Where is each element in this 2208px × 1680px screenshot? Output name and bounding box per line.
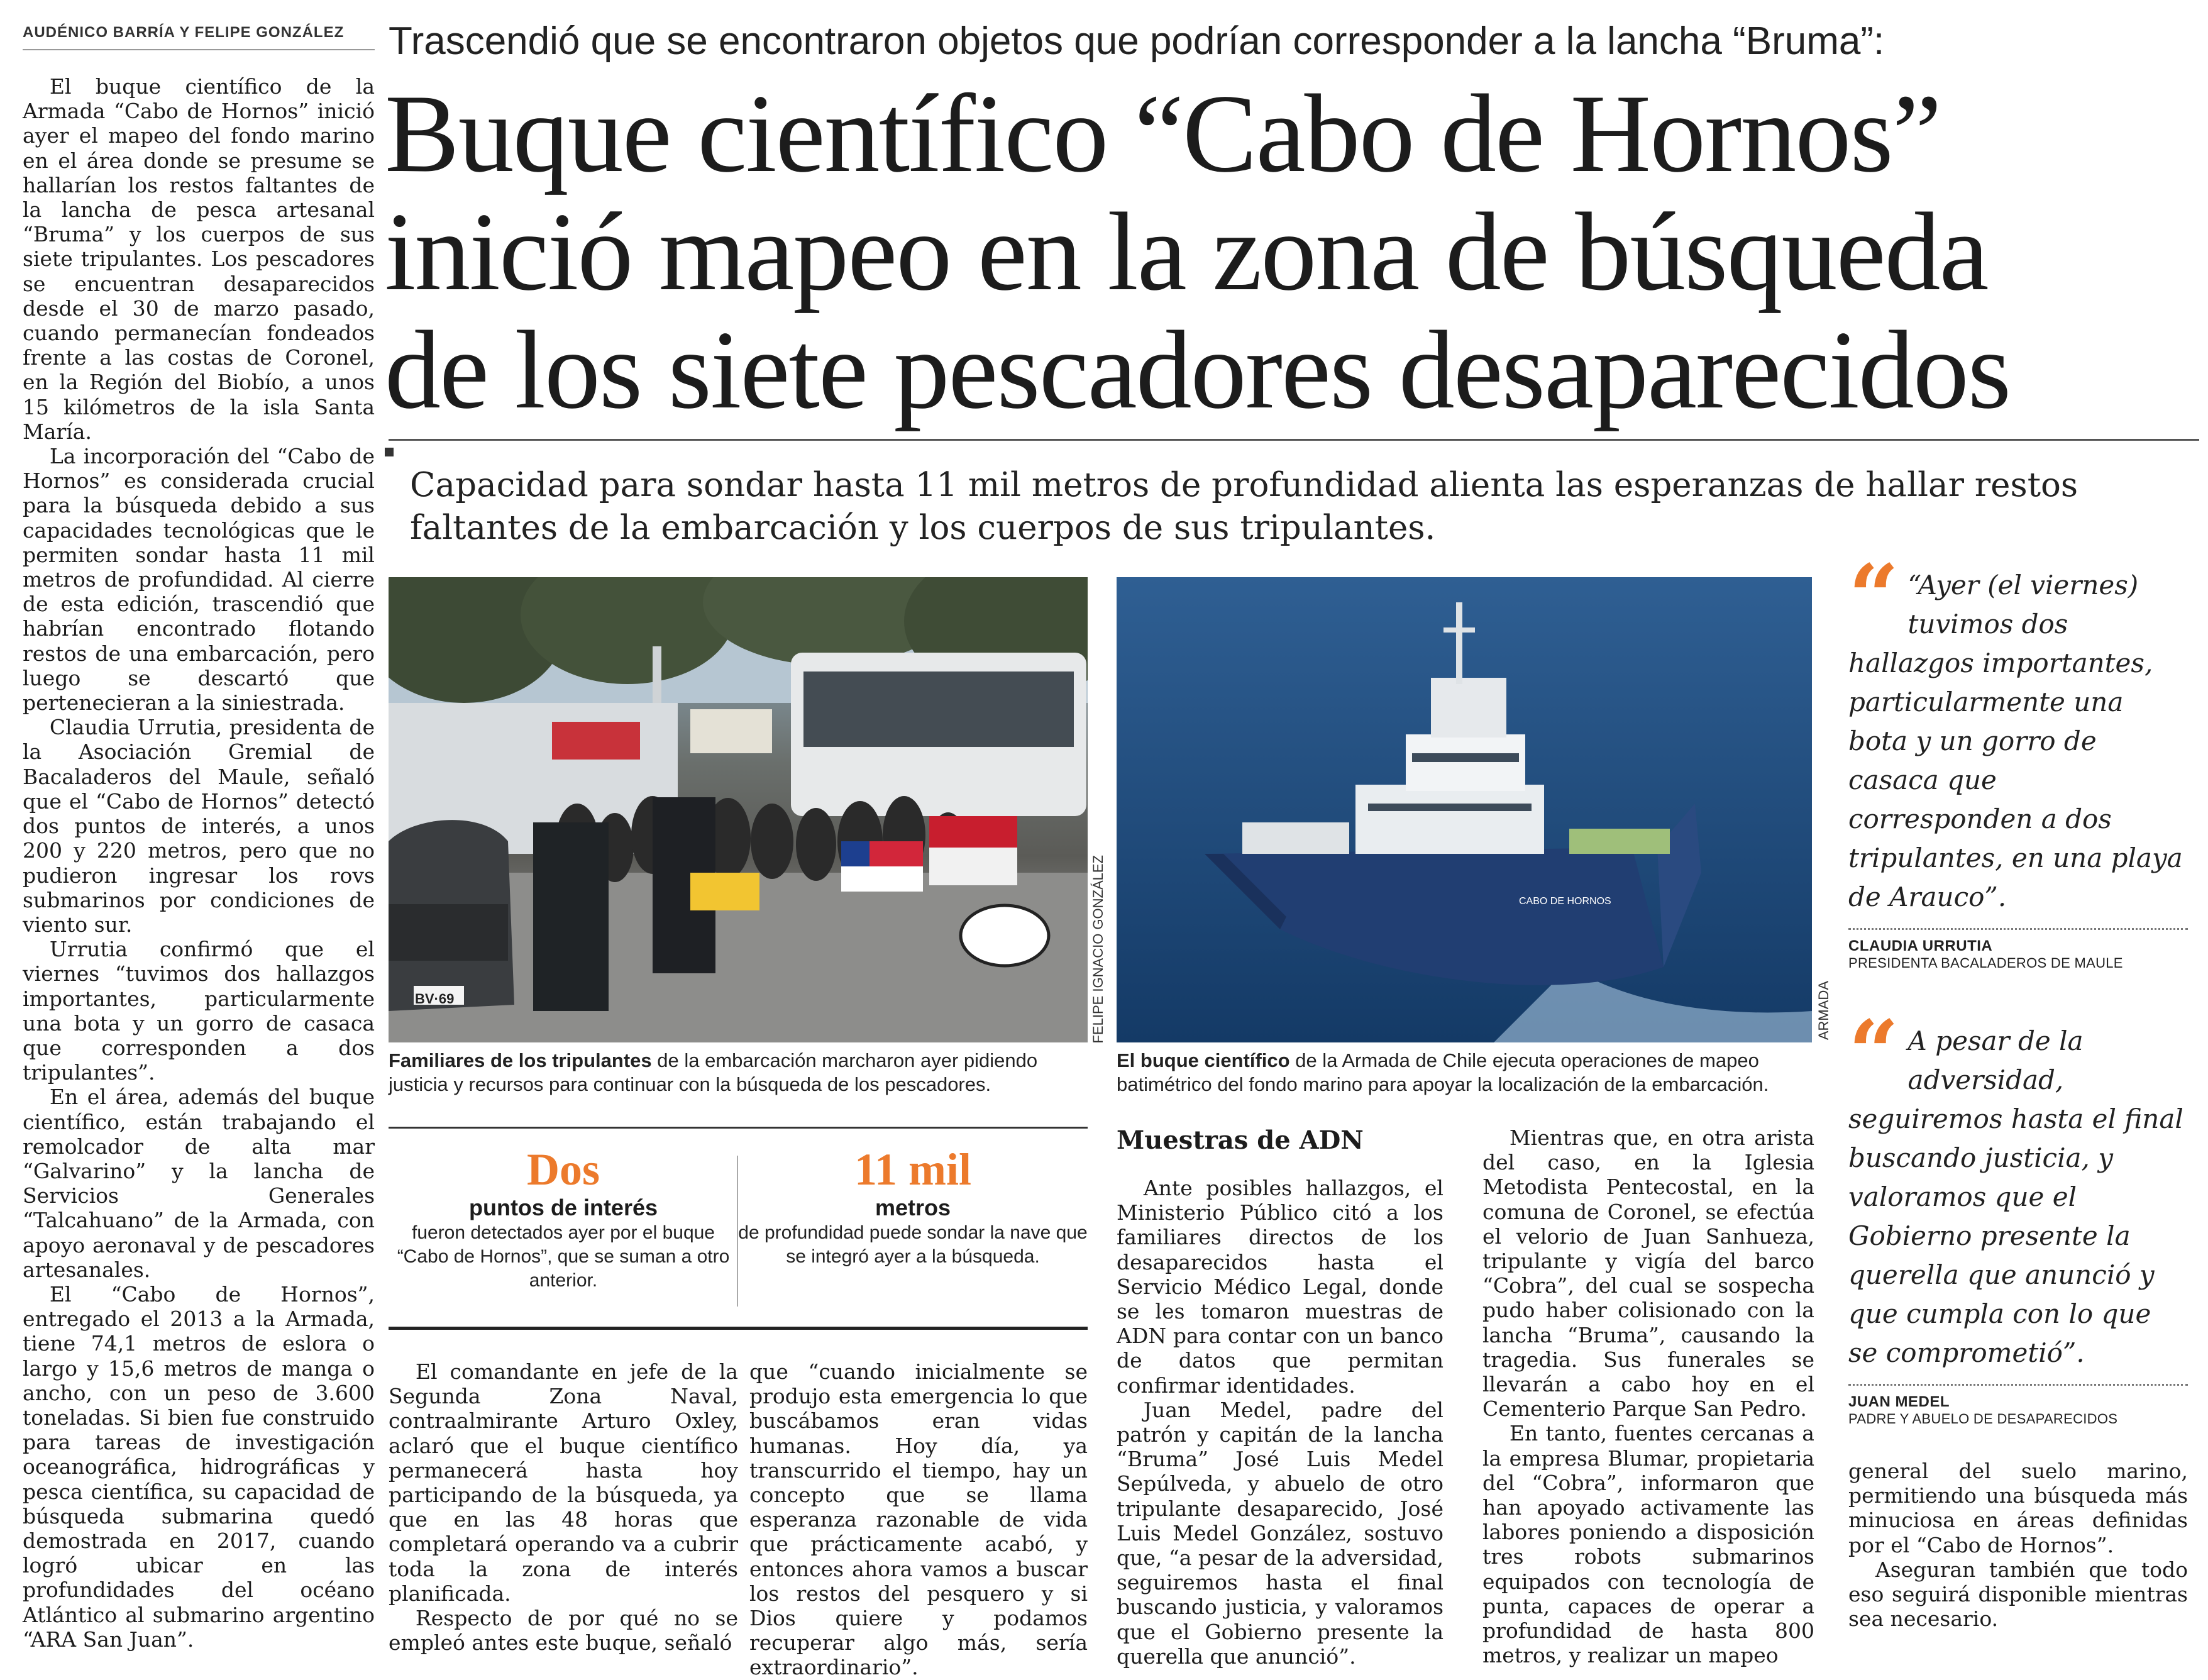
caption-left xyxy=(389,1049,1088,1097)
paragraph: Mientras que, en otra arista del caso, en la Iglesia Metodista Pentecostal, en la comuna de Coronel, se efectúa el velorio de Juan Sanhueza, tripulante y vigía del barco “Cobra”, del cual se sospecha pudo haber colisionado con la lancha “Bruma”, causando la tragedia. Sus funerales se llevarán a cabo hoy en el Cementerio Parque San Pedro. xyxy=(1482,1125,1814,1422)
paragraph: Urrutia confirmó que el viernes “tuvimos dos hallazgos importantes, particularmente una bota y un gorro de casaca que corresponden a dos tripulantes”. xyxy=(23,937,375,1085)
paragraph: En tanto, fuentes cercanas a la empresa Blumar, propietaria del “Cobra”, informaron que han apoyado activamente las labores poniendo a disposición tres robots submarinos equipados con tecnología de punta, capaces de operar a profundidad de hasta 800 metros, y realizar un mapeo xyxy=(1482,1421,1814,1668)
byline-rule xyxy=(23,49,375,50)
paragraph: que “cuando inicialmente se produjo esta emergencia lo que buscábamos eran vidas humanas. Hoy día, ya transcurrido el tiempo, hay un concepto que se llama esperanza razonable de vida que prácticamente acabó, y entonces ahora vamos a buscar los restos del pesquero y si Dios quiere y podamos recuperar algo más, sería extraordinario”. xyxy=(749,1359,1088,1680)
photo-ship xyxy=(1117,577,1812,1042)
license-plate: BV·69 xyxy=(415,991,455,1007)
paragraph: El “Cabo de Hornos”, entregado el 2013 a la Armada, tiene 74,1 metros de eslora o largo y 15,6 metros de manga o ancho, con un peso de 3.600 toneladas. Si bien fue construido para tareas de investigación oceanográfica, hidrográficas y pesca científica, su capacidad de búsqueda submarina quedó demostrada en 2017, cuando logró ubicar en las profundidades del océano Atlántico al submarino argentino “ARA San Juan”. xyxy=(23,1281,375,1652)
quote-role: PADRE Y ABUELO DE DESAPARECIDOS xyxy=(1848,1411,2118,1427)
pull-quote-1 xyxy=(1848,546,2188,971)
article-column-4 xyxy=(1117,1176,1443,1669)
paragraph: Juan Medel, padre del patrón y capitán de la lancha “Bruma” José Luis Medel Sepúlveda, y abuelo de otro tripulante desaparecido, José Luis Medel González, sostuvo que, “a pesar de la adversidad, seguiremos hasta el final buscando justicia, y valoramos que el Gobierno presente la querella que anunció”. xyxy=(1117,1397,1443,1669)
paragraph: Ante posibles hallazgos, el Ministerio Público citó a los familiares directos de los desaparecidos hasta el Servicio Médico Legal, donde se les tomaron muestras de ADN para contar con un banco de datos que permitan confirmar identidades. xyxy=(1117,1176,1443,1398)
photo-credit-right: ARMADA xyxy=(1816,981,1831,1041)
article-column-5 xyxy=(1482,1125,1814,1667)
caption-right xyxy=(1117,1049,1812,1097)
quote-role: PRESIDENTA BACALADEROS DE MAULE xyxy=(1848,955,2123,971)
subhead-adn: Muestras de ADN xyxy=(1117,1125,1364,1155)
pull-quotes xyxy=(1848,546,2188,1427)
caption-right-lead: El buque científico xyxy=(1117,1049,1290,1071)
fact-depth xyxy=(738,1144,1088,1269)
factbox-top-rule xyxy=(389,1127,1088,1129)
paragraph: En el área, además del buque científico, están trabajando el remolcador de alta mar “Galvarino” y la lancha de Servicios Generales “Talcahuano” de la Armada, con apoyo aeronaval y de pescadores artesanales. xyxy=(23,1085,375,1282)
fact-points-of-interest xyxy=(389,1144,738,1293)
caption-right-text: de la Armada de Chile ejecuta operaciones de mapeo batimétrico del fondo marino para apoyar la localización de la embarcación. xyxy=(1117,1049,1769,1095)
paragraph: Claudia Urrutia, presidenta de la Asociación Gremial de Bacaladeros del Maule, señaló que el “Cabo de Hornos” detectó dos puntos de interés, a unos 200 y 220 metros, pero que no pudieron ingresar los rovs submarinos por condiciones de viento sur. xyxy=(23,715,375,937)
caption-left-text: de la embarcación marcharon ayer pidiendo justicia y recursos para continuar con la búsqueda de los pescadores. xyxy=(389,1049,1038,1095)
quote-mark-icon: “ xyxy=(1848,546,1899,649)
ship-illustration xyxy=(1117,577,1812,1042)
photo-credit-left: FELIPE IGNACIO GONZÁLEZ xyxy=(1090,855,1106,1044)
quote-text: A pesar de la adversidad, seguiremos hasta el final buscando justicia, y valoramos que el Gobierno presente la querella que anunció y que cumpla con lo que se comprometió”. xyxy=(1848,1025,2183,1368)
fact-text: de profundidad puede sondar la nave que se integró ayer a la búsqueda. xyxy=(738,1222,1088,1267)
article-column-6 xyxy=(1848,1459,2188,1631)
headline-line-1: Buque científico “Cabo de Hornos” xyxy=(385,71,1941,196)
fact-text: fueron detectados ayer por el buque “Cabo de Hornos”, que se suman a otro anterior. xyxy=(397,1222,730,1291)
deck: Capacidad para sondar hasta 11 mil metros de profundidad alienta las esperanzas de hallar restos faltantes de la embarcación y los cuerpos de sus tripulantes. xyxy=(410,466,2078,547)
kicker: Trascendió que se encontraron objetos que podrían corresponder a la lancha “Bruma”: xyxy=(389,19,1885,63)
fact-number: 11 mil xyxy=(854,1144,971,1195)
paragraph: general del suelo marino, permitiendo una búsqueda más minuciosa en áreas definidas por el “Cabo de Hornos”. xyxy=(1848,1459,2188,1557)
pull-quote-2 xyxy=(1848,1002,2188,1427)
fact-number: Dos xyxy=(526,1144,600,1195)
photo-march xyxy=(389,577,1088,1042)
paragraph: El buque científico de la Armada “Cabo de Hornos” inició ayer el mapeo del fondo marino en el área donde se presume se hallarían los restos faltantes de la lancha de pesca artesanal “Bruma” y los cuerpos de sus siete tripulantes. Los pescadores se encuentran desaparecidos desde el 30 de marzo pasado, cuando permanecían fondeados frente a las costas de Coronel, en la Región del Biobío, a unos 15 kilómetros de la isla Santa María. xyxy=(23,74,375,444)
article-column-1 xyxy=(23,74,375,1652)
factbox-bottom-rule xyxy=(389,1327,1088,1330)
article-column-3 xyxy=(749,1359,1088,1680)
quote-text: “Ayer (el viernes) tuvimos dos hallazgos importantes, particularmente una bota y un gorro de casaca que corresponden a dos tripulantes, en una playa de Arauco”. xyxy=(1848,570,2183,912)
quote-name: JUAN MEDEL xyxy=(1848,1393,1950,1410)
quote-mark-icon: “ xyxy=(1848,1002,1899,1105)
fact-label: puntos de interés xyxy=(468,1195,658,1220)
paragraph: Aseguran también que todo eso seguirá disponible mientras sea necesario. xyxy=(1848,1557,2188,1632)
deck-rule xyxy=(389,439,2199,441)
quote-rule xyxy=(1848,928,2188,930)
paragraph: El comandante en jefe de la Segunda Zona Naval, contraalmirante Arturo Oxley, aclaró que el buque científico permanecerá hasta hoy participando de la búsqueda, ya que en las 48 horas que completará operando va a cubrir toda la zona de interés planificada. xyxy=(389,1359,738,1606)
headline xyxy=(385,71,2195,432)
paragraph: La incorporación del “Cabo de Hornos” es considerada crucial para la búsqueda debido a sus capacidades tecnológicas que le permiten sondar hasta 11 mil metros de profundidad. Al cierre de esta edición, trascendió que habrían encontrado flotando restos de una embarcación, pero luego se descartó que pertenecieran a la siniestrada. xyxy=(23,444,375,716)
headline-line-3: de los siete pescadores desaparecidos xyxy=(385,307,2011,432)
caption-left-lead: Familiares de los tripulantes xyxy=(389,1049,652,1071)
paragraph: Respecto de por qué no se empleó antes este buque, señaló xyxy=(389,1606,738,1655)
quote-rule xyxy=(1848,1384,2188,1386)
march-illustration xyxy=(389,577,1088,1042)
spacer xyxy=(1848,971,2188,1022)
headline-line-2: inició mapeo en la zona de búsqueda xyxy=(385,189,1988,314)
article-column-2 xyxy=(389,1359,738,1655)
fact-label: metros xyxy=(875,1195,951,1220)
deck-marker xyxy=(385,448,394,456)
ship-name-label: CABO DE HORNOS xyxy=(1519,896,1611,907)
byline: AUDÉNICO BARRÍA Y FELIPE GONZÁLEZ xyxy=(23,24,345,41)
quote-name: CLAUDIA URRUTIA xyxy=(1848,937,1993,954)
